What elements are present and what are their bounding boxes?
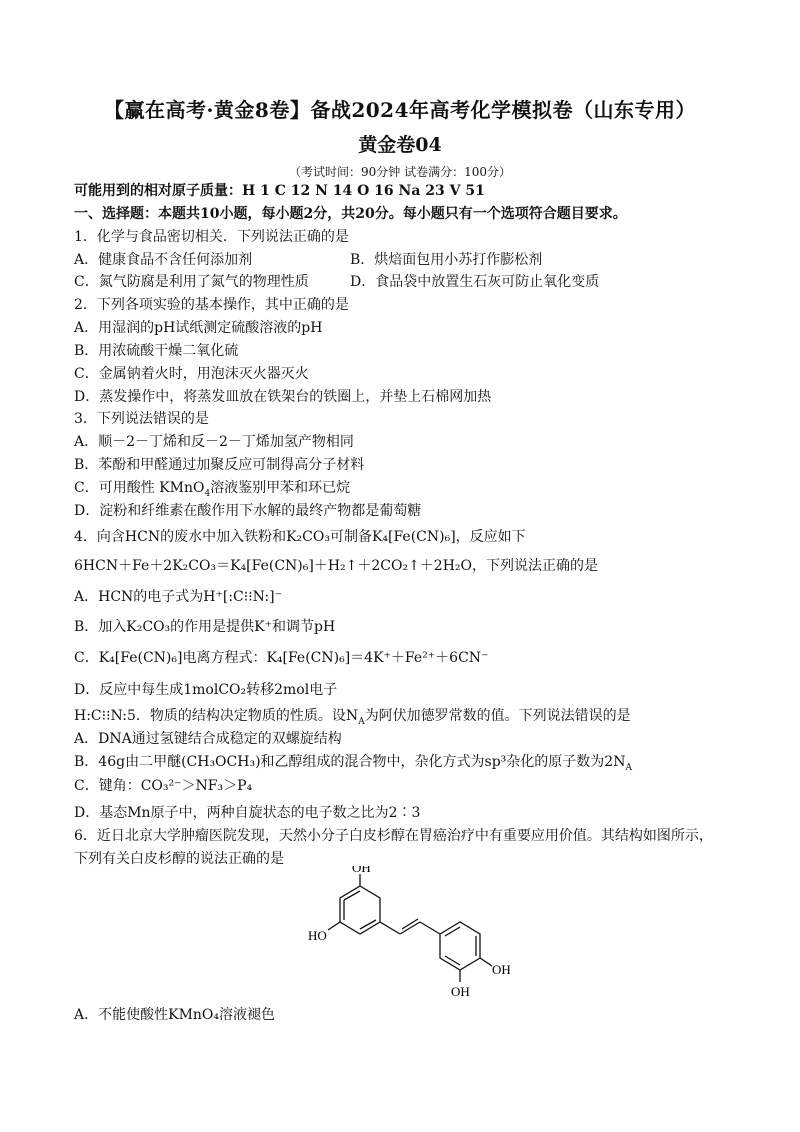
question-4-option-b: B．加入K₂CO₃的作用是提供K⁺和调节pH	[74, 619, 336, 635]
question-2-option-b: B．用浓硫酸干燥二氧化硫	[74, 343, 239, 359]
question-1-stem: 1．化学与食品密切相关．下列说法正确的是	[74, 229, 349, 245]
right-benzene-ring	[440, 922, 480, 970]
piceatannol-structure-diagram	[300, 866, 510, 1006]
question-5-option-a: A．DNA通过氢键结合成稳定的双螺旋结构	[74, 731, 342, 747]
question-3-option-a: A．顺－2－丁烯和反－2－丁烯加氢产物相同	[74, 434, 354, 450]
section-heading: 一、选择题：本题共10小题，每小题2分，共20分。每小题只有一个选项符合题目要求。	[74, 206, 627, 222]
question-5-option-c: C．键角：CO₃²⁻＞NF₃＞P₄	[74, 778, 253, 794]
oh-right-label: OH	[492, 962, 510, 977]
question-2-option-d: D．蒸发操作中，将蒸发皿放在铁架台的铁圈上，并垫上石棉网加热	[74, 389, 492, 405]
question-4-option-a: A．HCN的电子式为H⁺[:C⁝⁝N:]⁻	[74, 589, 282, 605]
question-3-stem: 3．下列说法错误的是	[74, 411, 209, 427]
question-4-option-d: D．反应中每生成1molCO₂转移2mol电子	[74, 682, 338, 698]
question-6-stem-line1: 6．近日北京大学肿瘤医院发现，天然小分子白皮杉醇在胃癌治疗中有重要应用价值。其结构如图所示，	[74, 828, 713, 844]
question-6-stem-line2: 下列有关白皮杉醇的说法正确的是	[74, 851, 284, 867]
question-2-option-a: A．用湿润的pH试纸测定硫酸溶液的pH	[74, 320, 323, 336]
question-2-stem: 2．下列各项实验的基本操作，其中正确的是	[74, 297, 349, 313]
question-1-option-d: D．食品袋中放置生石灰可防止氧化变质	[350, 274, 600, 290]
page-title: 【赢在高考·黄金8卷】备战2024年高考化学模拟卷（山东专用）	[103, 98, 697, 122]
exam-info: （考试时间：90分钟 试卷满分：100分）	[289, 165, 511, 179]
question-4-option-c: C．K₄[Fe(CN)₆]电离方程式：K₄[Fe(CN)₆]＝4K⁺＋Fe²⁺＋6CN⁻	[74, 650, 489, 666]
atomic-masses: 可能用到的相对原子质量：H 1 C 12 N 14 O 16 Na 23 V 51	[74, 183, 485, 199]
question-4-stem: 4．向含HCN的废水中加入铁粉和K₂CO₃可制备K₄[Fe(CN)₆]，反应如下	[74, 529, 526, 545]
question-3-option-d: D．淀粉和纤维素在酸作用下水解的最终产物都是葡萄糖	[74, 503, 422, 519]
question-1-option-b: B．烘焙面包用小苏打作膨松剂	[350, 252, 543, 268]
question-1-option-c: C．氮气防腐是利用了氮气的物理性质	[74, 274, 309, 290]
question-2-option-c: C．金属钠着火时，用泡沫灭火器灭火	[74, 366, 309, 382]
question-3-option-c: C．可用酸性 KMnO$_4$溶液鉴别甲苯和环已烷	[74, 480, 351, 499]
question-5-option-b: B．46g由二甲醚(CH₃OCH₃)和乙醇组成的混合物中，杂化方式为sp³杂化的原子数为$2N_A$	[74, 754, 632, 773]
question-6-option-a: A．不能使酸性KMnO₄溶液褪色	[74, 1007, 276, 1023]
question-5-stem: H:C⁝⁝N:5．物质的结构决定物质的性质。设$N_A$为阿伏加德罗常数的值。下列说法错误的是	[74, 708, 631, 727]
question-4-equation: 6HCN＋Fe＋2K₂CO₃＝K₄[Fe(CN)₆]＋H₂↑＋2CO₂↑＋2H₂O，下列说法正确的是	[74, 558, 599, 574]
structure-svg	[300, 866, 510, 1006]
oh-bottom-label: OH	[451, 984, 470, 999]
question-5-option-d: D．基态Mn原子中，两种自旋状态的电子数之比为2∶3	[74, 805, 421, 821]
question-1-option-a: A．健康食品不含任何添加剂	[74, 252, 253, 268]
ho-left-label: HO	[308, 928, 327, 943]
oh-top-label: OH	[352, 866, 371, 875]
electron-formula-artifact: H:C⁝⁝N:	[74, 708, 128, 724]
page-subtitle: 黄金卷04	[358, 134, 442, 156]
left-benzene-ring	[340, 886, 380, 934]
question-3-option-b: B．苯酚和甲醛通过加聚反应可制得高分子材料	[74, 457, 365, 473]
